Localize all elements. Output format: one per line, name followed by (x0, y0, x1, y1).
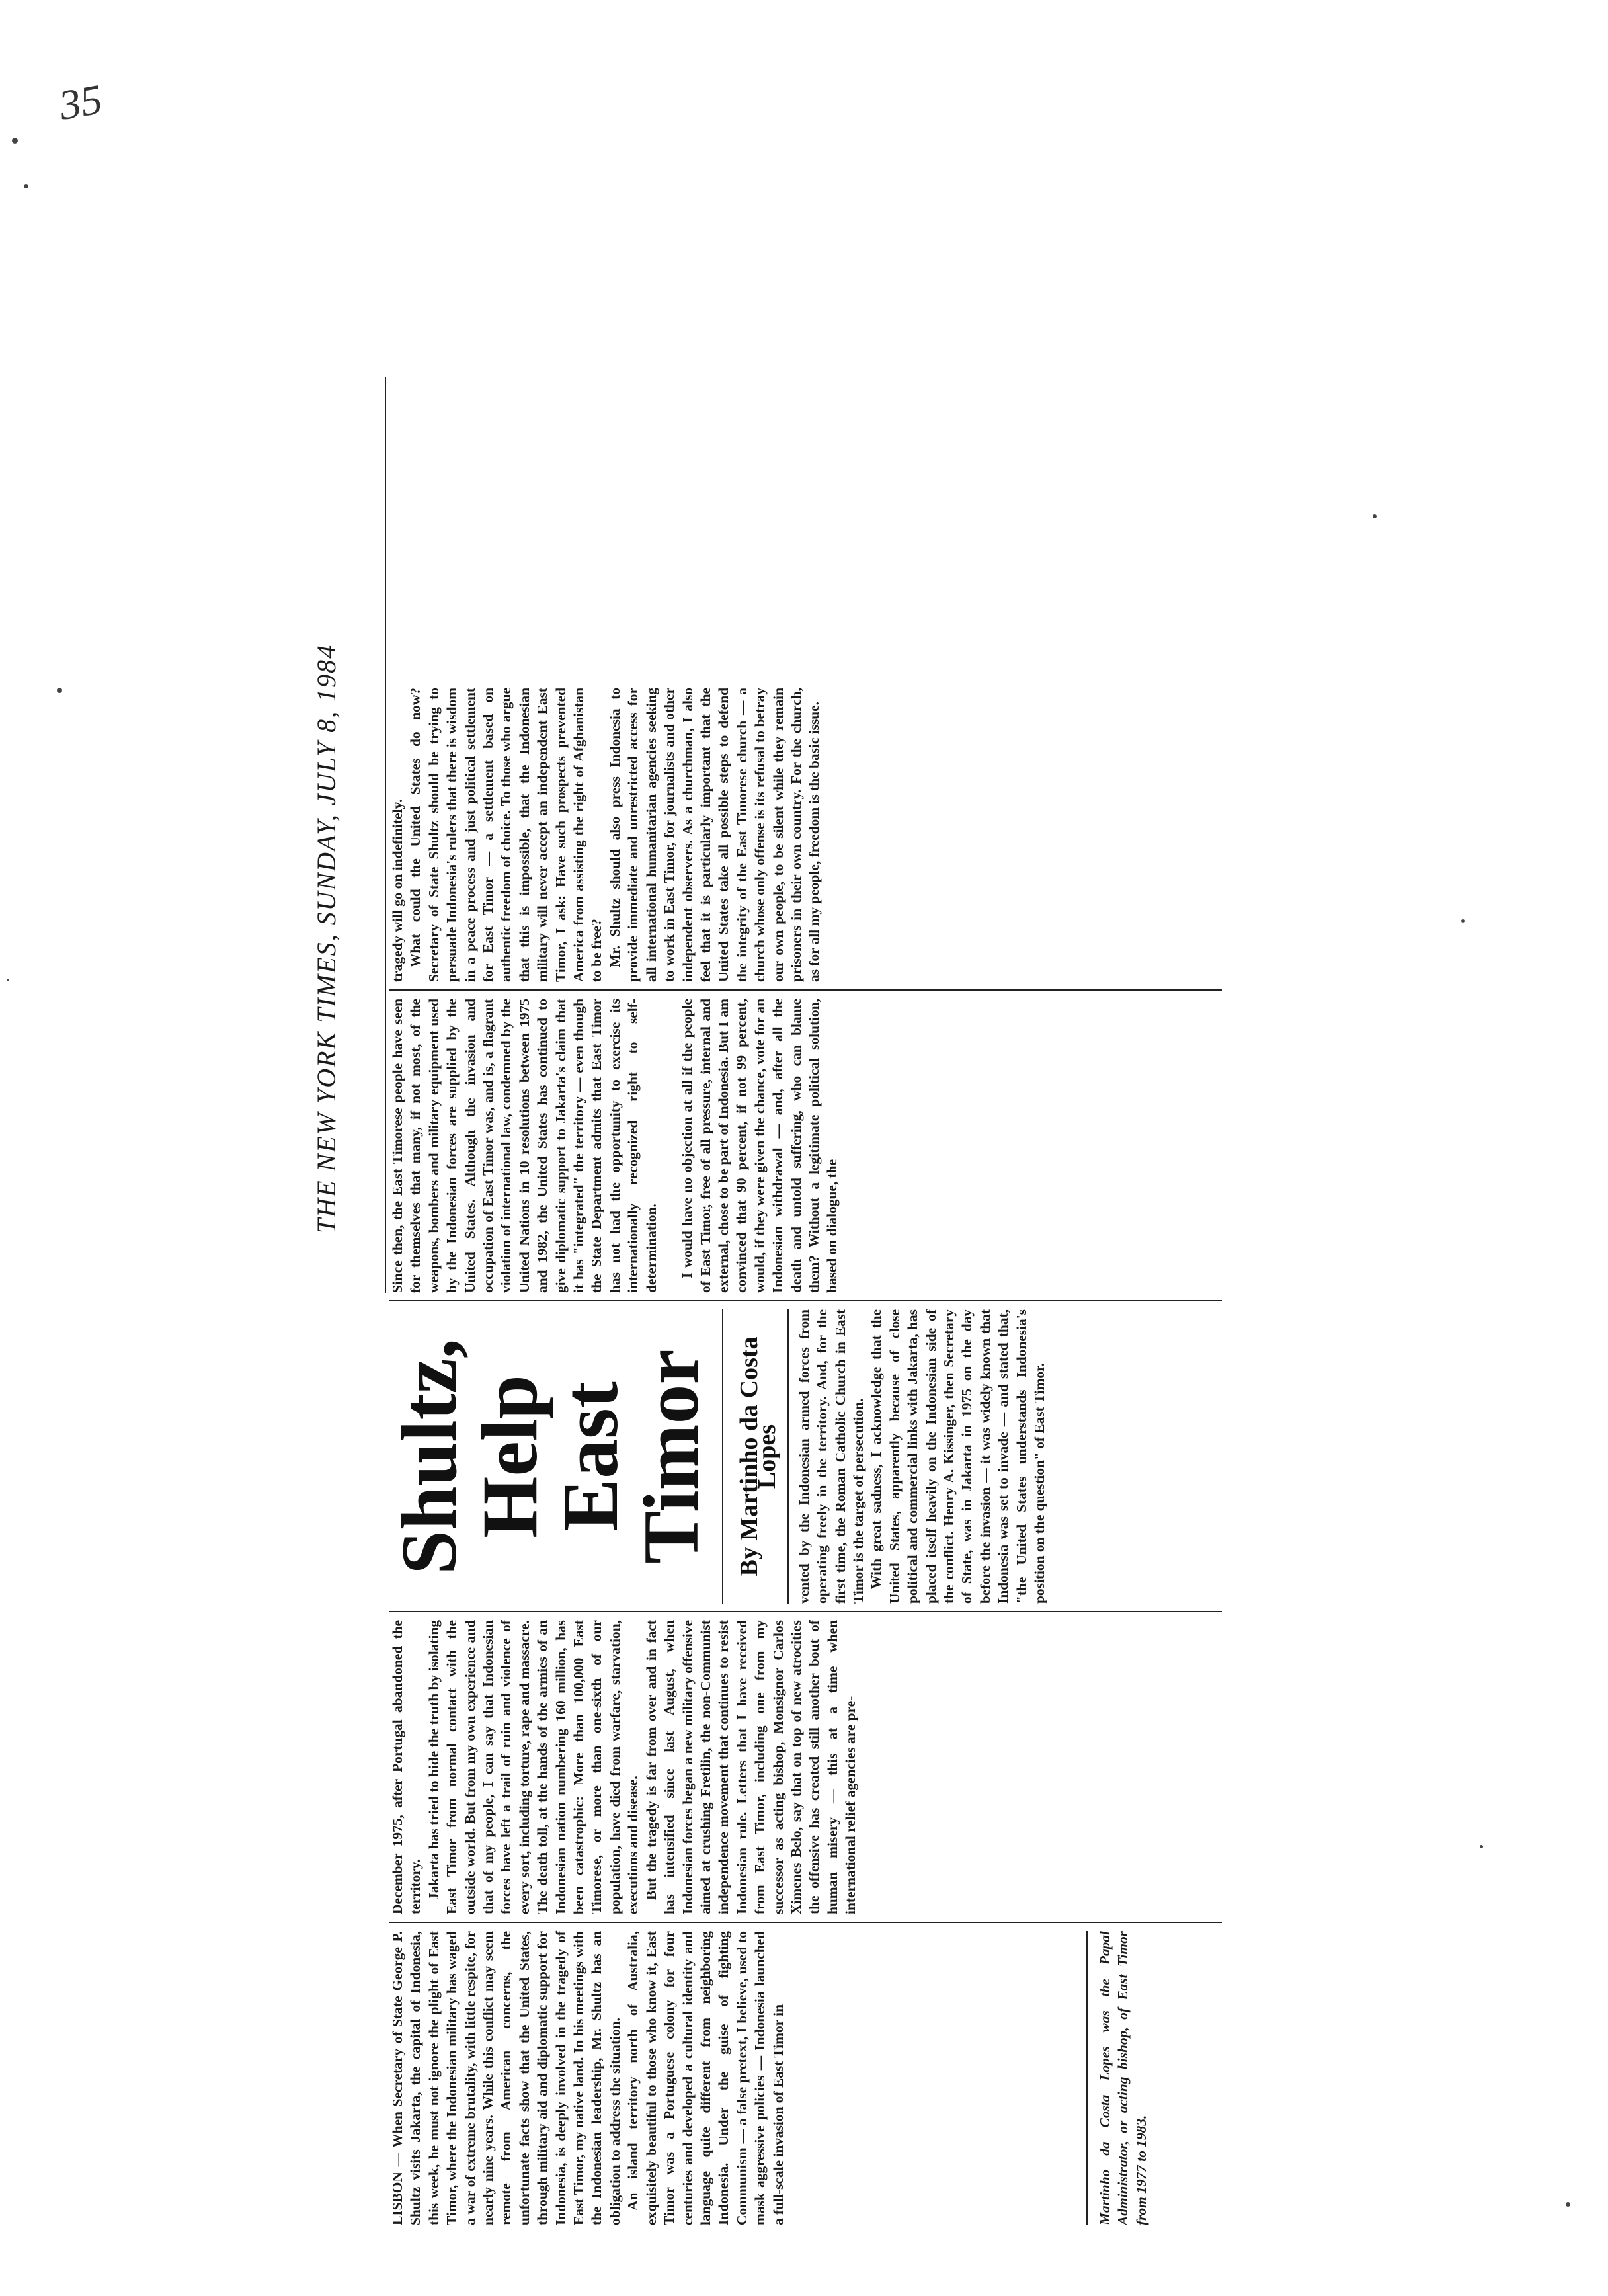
paragraph: LISBON — When Secretary of State George P. Shultz visits Jakarta, the capital of Indonesia, this week, he must not ignore the plight of East Timor, where the Indonesian military has waged a war of extreme brutality, with little respite, for nearly nine years. While this conflict may seem remote from American concerns, the unfortunate facts show that the United States, through military aid and diplomatic support for Indonesia, is deeply involved in the tragedy of East Timor, my native land. In his meetings with the Indonesian leadership, Mr. Shultz has an obligation to address the situation. (389, 1931, 623, 2225)
paragraph: But the tragedy is far from over and in fact has intensified since last August, when Indonesian forces began a new military offensive aimed at crushing Fretilin, the non-Communist independence movement that continues to resist Indonesian rule. Letters that I have received from East Timor, including one from my successor as acting bishop, Monsignor Carlos Ximenes Belo, say that on top of new atrocities the offensive has created still another bout of human misery — this at a time when international relief agencies are pre- (643, 1620, 859, 1914)
column-2 (389, 1620, 860, 1914)
paragraph: What could the United States do now? Secretary of State Shultz should be trying to persuade Indonesia's rulers that there is wisdom in a peace process and just political settlement for East Timor — a settlement based on authentic freedom of choice. To those who argue that this is impossible, that the Indonesian military will never accept an independent East Timor, I ask: Have such prospects prevented America from assisting the right of Afghanistan to be free? (407, 688, 605, 982)
paragraph: December 1975, after Portugal abandoned the territory. (389, 1620, 424, 1914)
headline (385, 1309, 715, 1604)
paragraph: tragedy will go on indefinitely. (389, 799, 405, 982)
paragraph: With great sadness, I acknowledge that the United States, apparently because of close political and commercial links with Jakarta, has placed itself heavily on the Indonesian side of the conflict. Henry A. Kissinger, then Secretary of State, was in Jakarta in 1975 on the day before the invasion — it was widely known that Indonesia was set to invade — and stated that, "the United States understands Indonesia's position on the question" of East Timor. (868, 1309, 1048, 1604)
column-5 (389, 688, 824, 982)
speck (1480, 1845, 1483, 1848)
paragraph: An island territory north of Australia, exquisitely beautiful to those who know it, East Timor was a Portuguese colony for four centuries and developed a cultural identity and language quite different from neighboring Indonesia. Under the guise of fighting Communism — a false pretext, I believe, used to mask aggressive policies — Indonesia launched a full-scale invasion of East Timor in (625, 1931, 786, 2225)
spacer (661, 999, 678, 1293)
handwritten-page-number: 35 (56, 75, 106, 130)
column-rule (389, 1922, 1222, 1923)
headline-line: Shultz, (385, 1338, 473, 1575)
masthead: THE NEW YORK TIMES, SUNDAY, JULY 8, 1984 (311, 643, 341, 1233)
headline-block (385, 1309, 789, 1604)
paragraph: Jakarta has tried to hide the truth by isolating East Timor from normal contact with the outside world. But from my own experience and that of my people, I can say that Indonesian forces have left a trail of ruin and violence of every sort, including torture, rape and massacre. The death toll, at the hands of the armies of an Indonesian nation numbering 160 million, has been catastrophic: More than 100,000 East Timorese, or more than one-sixth of our population, have died from warfare, starvation, executions and disease. (425, 1620, 641, 1914)
headline-line: Help (465, 1375, 553, 1538)
column-4 (389, 999, 842, 1293)
column-rule (389, 1611, 1222, 1612)
speck (7, 979, 9, 981)
newspaper-clipping (311, 122, 1230, 2225)
article (385, 122, 1230, 2225)
headline-line: East Timor (546, 1349, 715, 1564)
bio-rule (1086, 1931, 1088, 2225)
speck (12, 138, 18, 144)
column-rule (389, 1300, 1222, 1301)
speck (24, 184, 28, 188)
paragraph: Since then, the East Timorese people have seen for themselves that many, if not most, of the weapons, bombers and military equipment used by the Indonesian forces are supplied by the United States. Although the invasion and occupation of East Timor was, and is, a flagrant violation of international law, condemned by the United Nations in 10 resolutions between 1975 and 1982, the United States has continued to give diplomatic support to Jakarta's claim that it has "integrated" the territory — even though the State Department admits that East Timor has not had the opportunity to exercise its internationally recognized right to self-determination. (389, 999, 659, 1293)
top-rule (385, 377, 386, 1293)
speck (1566, 2202, 1570, 2207)
column-3 (385, 1309, 1049, 1604)
speck (57, 688, 62, 693)
byline: By Martinho da Costa Lopes (735, 1336, 782, 1577)
column-rule (389, 989, 1222, 991)
speck (1373, 514, 1377, 518)
byline-rule (722, 1309, 723, 1604)
paragraph: vented by the Indonesian armed forces from operating freely in the territory. And, for the first time, the Roman Catholic Church in East Timor is the target of persecution. (795, 1309, 867, 1604)
author-bio: Martinho da Costa Lopes was the Papal Administrator, or acting bishop, of East Timor from 1977 to 1983. (1097, 1931, 1149, 2225)
paragraph: I would have no objection at all if the people of East Timor, free of all pressure, internal and external, chose to be part of Indonesia. But I am convinced that 90 percent, if not 99 percent, would, if they were given the chance, vote for an Indonesian withdrawal — and, after all the death and untold suffering, who can blame them? Without a legitimate political solution, based on dialogue, the (679, 999, 840, 1293)
column-1 (389, 1931, 787, 2225)
paragraph: Mr. Shultz should also press Indonesia to provide immediate and unrestricted access for all international humanitarian agencies seeking to work in East Timor, for journalists and other independent observers. As a churchman, I also feel that it is particularly important that the United States take all possible steps to defend the integrity of the East Timorese church — a church whose only offense is its refusal to betray our own people, to be silent while they remain prisoners in their own country. For the church, as for all my people, freedom is the basic issue. (606, 688, 823, 982)
speck (1461, 919, 1465, 922)
byline-rule (787, 1309, 789, 1604)
